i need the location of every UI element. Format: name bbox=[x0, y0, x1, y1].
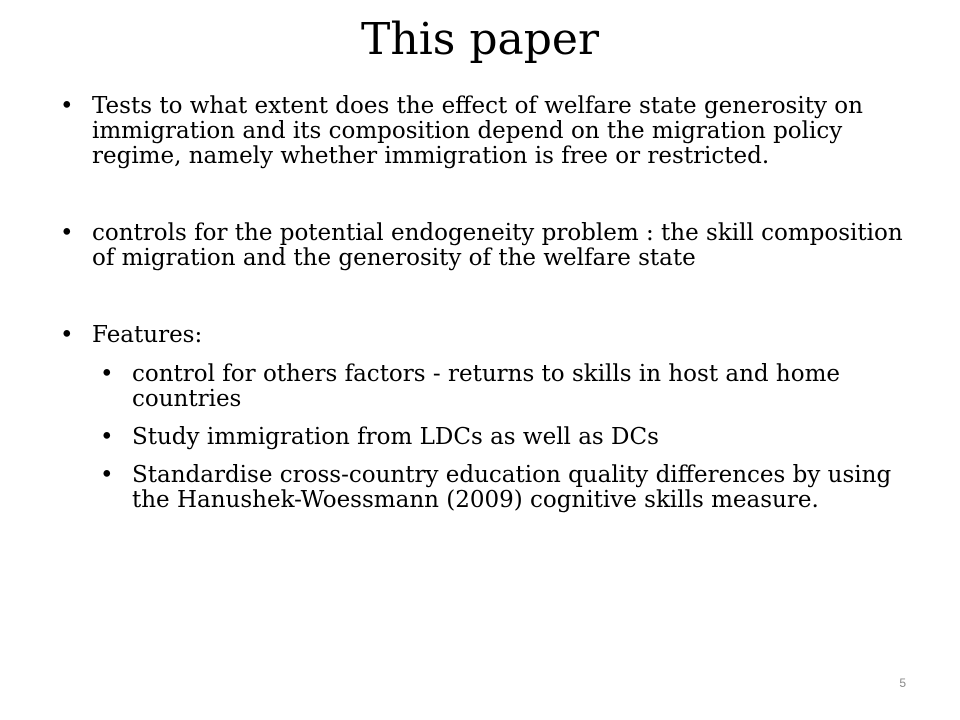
sub-bullet-item bbox=[96, 362, 916, 412]
bullet-dot-icon: • bbox=[100, 424, 114, 450]
bullet-item bbox=[56, 94, 916, 169]
bullet-text: controls for the potential endogeneity problem : the skill composition of migration and the generosity of the welfare state bbox=[92, 220, 903, 271]
sub-bullet-text: Study immigration from LDCs as well as DCs bbox=[132, 424, 659, 450]
slide-content bbox=[56, 94, 916, 526]
bullet-dot-icon: • bbox=[60, 220, 74, 246]
bullet-dot-icon: • bbox=[60, 93, 74, 119]
bullet-dot-icon: • bbox=[100, 462, 114, 488]
slide-title: This paper bbox=[361, 14, 599, 65]
sub-bullet-item bbox=[96, 463, 916, 513]
bullet-dot-icon: • bbox=[100, 361, 114, 387]
sub-bullet-item bbox=[96, 425, 916, 450]
bullet-item bbox=[56, 221, 916, 271]
page-number: 5 bbox=[899, 676, 906, 690]
bullet-item bbox=[56, 323, 916, 348]
sub-bullet-text: Standardise cross-country education quality differences by using the Hanushek-Woessmann (2009) cognitive skills measure. bbox=[132, 462, 892, 513]
bullet-text: Features: bbox=[92, 322, 203, 348]
sub-bullet-text: control for others factors - returns to skills in host and home countries bbox=[132, 361, 841, 412]
bullet-text: Tests to what extent does the effect of welfare state generosity on immigration and its composition depend on the migration policy regime, namely whether immigration is free or restricted. bbox=[92, 93, 863, 169]
bullet-dot-icon: • bbox=[60, 322, 74, 348]
